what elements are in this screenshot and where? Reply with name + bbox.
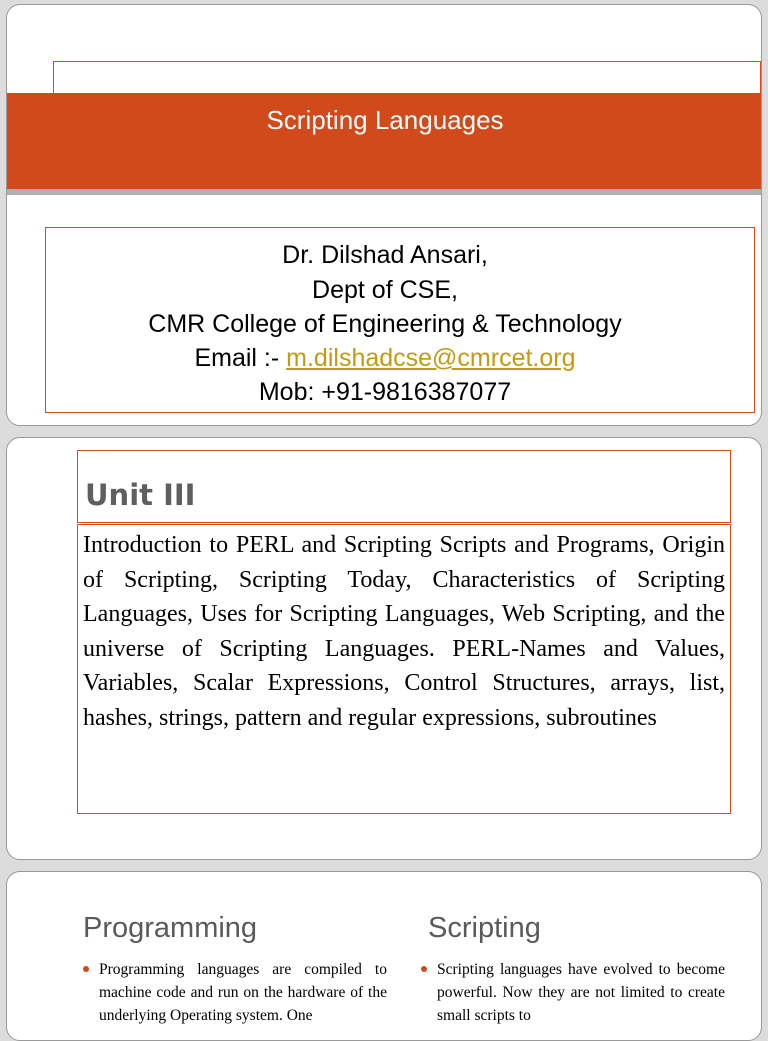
unit-title: Unit III: [85, 478, 196, 512]
list-item: [83, 958, 387, 1027]
programming-bullet-text: Programming languages are compiled to machine code and run on the hardware of the underlying Operating system. One: [99, 961, 387, 1024]
author-dept: Dept of CSE,: [312, 276, 458, 304]
unit-slide: [6, 437, 762, 860]
author-name: Dr. Dilshad Ansari,: [282, 241, 488, 269]
programming-list: [83, 958, 387, 1027]
scripting-heading: Scripting: [428, 912, 541, 944]
scripting-list: [421, 958, 725, 1027]
title-slide: [6, 4, 762, 426]
programming-heading: Programming: [83, 912, 258, 944]
bullet-dot-icon: [421, 966, 427, 972]
author-mobile: Mob: +91-9816387077: [258, 378, 512, 406]
slide-title: Scripting Languages: [266, 105, 504, 135]
author-college: CMR College of Engineering & Technology: [148, 310, 622, 338]
email-link[interactable]: m.dilshadcse@cmrcet.org: [286, 344, 576, 372]
bullet-dot-icon: [83, 966, 89, 972]
unit-content: Introduction to PERL and Scripting Scripts and Programs, Origin of Scripting, Scripting Today, Characteristics of Scripting Languages, Uses for Scripting Languages, Web Scripting, and the universe of Scripting Languages. PERL-Names and Values, Variables, Scalar Expressions, Control Structures, arrays, list, hashes, strings, pattern and regular expressions, subroutines: [83, 532, 725, 731]
scripting-bullet-text: Scripting languages have evolved to become powerful. Now they are not limited to create small scripts to: [437, 961, 725, 1024]
comparison-slide: [6, 871, 762, 1041]
author-email-line: [7, 341, 762, 375]
list-item: [421, 958, 725, 1027]
email-label: Email :-: [194, 344, 287, 372]
